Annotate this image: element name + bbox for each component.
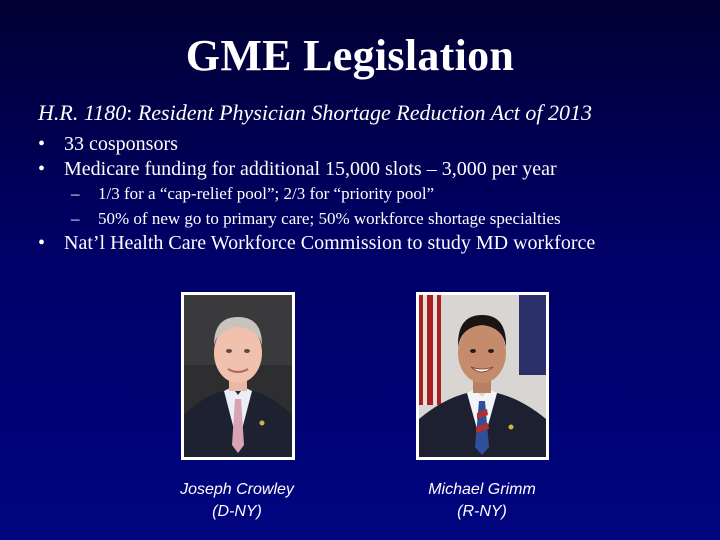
bill-subtitle [38,100,592,126]
bill-number: H.R. 1180 [38,100,127,125]
bullet-text: 33 cosponsors [64,133,178,155]
bullet-mark: • [38,133,46,155]
bullet-workforce-commission [38,232,596,255]
caption-grimm [382,479,582,523]
bullet-mark: • [38,158,46,180]
dash-mark: – [71,184,80,203]
bill-separator: : [126,100,138,125]
person-party: (D-NY) [212,503,262,520]
slide-title: GME Legislation [185,31,515,80]
bullet-medicare-funding [38,158,557,181]
subbullet-primary-care [71,209,561,229]
portrait-grimm [416,292,549,460]
subbullet-text: 50% of new go to primary care; 50% workforce shortage specialties [98,209,561,228]
portrait-crowley [181,292,295,460]
subbullet-pools [71,184,435,204]
dash-mark: – [71,209,80,228]
bullet-text: Medicare funding for additional 15,000 slots – 3,000 per year [64,158,557,180]
person-name: Michael Grimm [428,481,536,498]
person-party: (R-NY) [457,503,507,520]
subbullet-text: 1/3 for a “cap-relief pool”; 2/3 for “priority pool” [98,184,435,203]
bullet-mark: • [38,232,46,254]
person-name: Joseph Crowley [180,481,294,498]
bullet-cosponsors [38,133,178,156]
bill-name: Resident Physician Shortage Reduction Act of 2013 [137,100,592,125]
caption-crowley [137,479,337,523]
bullet-text: Nat’l Health Care Workforce Commission to study MD workforce [64,232,596,254]
